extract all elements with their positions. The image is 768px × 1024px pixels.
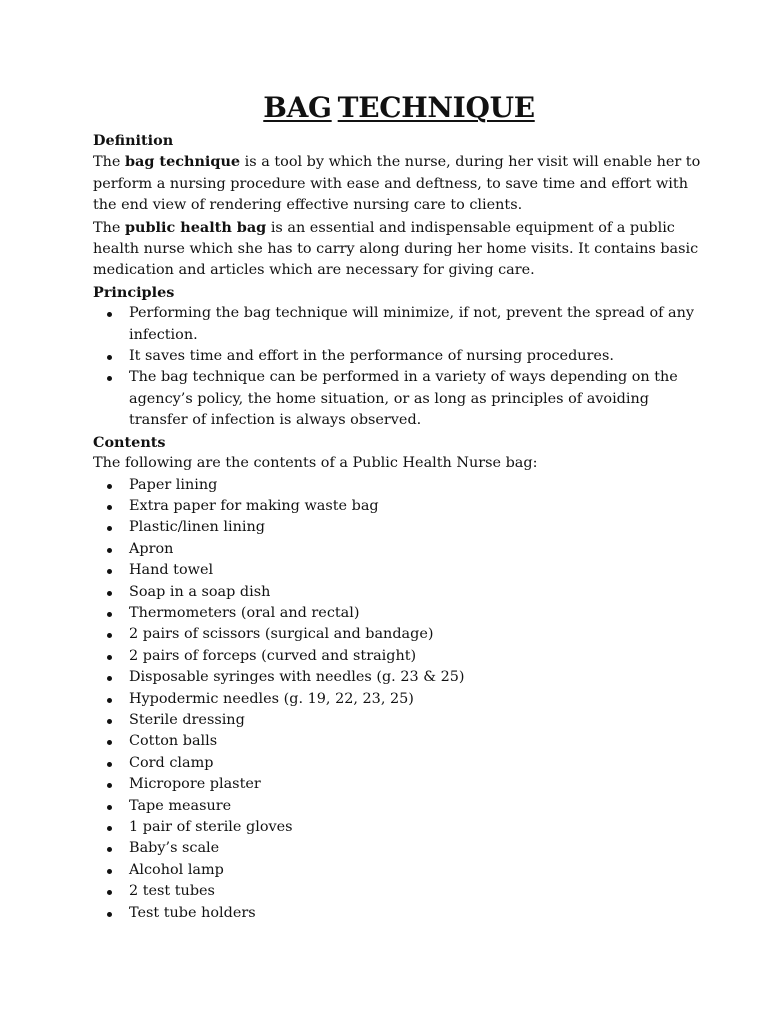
contents-item: Plastic/linen lining	[93, 517, 705, 538]
contents-item: Hypodermic needles (g. 19, 22, 23, 25)	[93, 689, 705, 710]
contents-item: Cord clamp	[93, 753, 705, 774]
term-bag-technique: bag technique	[124, 153, 241, 171]
definition-paragraph-2-lead: The	[93, 219, 125, 236]
contents-item: 1 pair of sterile gloves	[93, 817, 705, 838]
term-public-health-bag: public health bag	[124, 218, 267, 236]
contents-item: Disposable syringes with needles (g. 23 & 25)	[93, 667, 705, 688]
contents-item: Paper lining	[93, 475, 705, 496]
contents-item: Micropore plaster	[93, 774, 705, 795]
principles-list	[93, 303, 705, 431]
definition-paragraph-2-body: is an essential and indispensable equipment of a public health nurse which she has to carry along during her home visits. It contains basic medication and articles which are necessary for giving care.	[93, 219, 699, 279]
contents-item: 2 test tubes	[93, 881, 705, 902]
contents-list	[93, 475, 705, 925]
contents-item: Cotton balls	[93, 731, 705, 752]
contents-item: Baby’s scale	[93, 838, 705, 859]
principles-heading: Principles	[93, 283, 175, 301]
page-title	[93, 88, 705, 128]
contents-item: Soap in a soap dish	[93, 582, 705, 603]
definition-section	[93, 130, 705, 282]
contents-item: Test tube holders	[93, 903, 705, 924]
contents-item: Alcohol lamp	[93, 860, 705, 881]
definition-paragraph-1-lead: The	[93, 154, 125, 171]
contents-item: Hand towel	[93, 560, 705, 581]
title-word-bag: BAG	[263, 91, 332, 124]
contents-item: 2 pairs of forceps (curved and straight)	[93, 646, 705, 667]
principles-section	[93, 282, 705, 432]
contents-section	[93, 432, 705, 924]
document-page	[93, 88, 705, 924]
title-word-technique: TECHNIQUE	[337, 91, 535, 124]
contents-item: Tape measure	[93, 796, 705, 817]
contents-item: Extra paper for making waste bag	[93, 496, 705, 517]
contents-item: Thermometers (oral and rectal)	[93, 603, 705, 624]
contents-intro: The following are the contents of a Public Health Nurse bag:	[93, 455, 538, 472]
principle-item: The bag technique can be performed in a variety of ways depending on the agency’s policy, the home situation, or as long as principles of avoiding transfer of infection is always observed.	[93, 367, 705, 431]
definition-paragraph-1-body: is a tool by which the nurse, during her visit will enable her to perform a nursing procedure with ease and deftness, to save time and effort with the end view of rendering effective nursing care to clients.	[93, 154, 701, 214]
contents-item: Sterile dressing	[93, 710, 705, 731]
principle-item: Performing the bag technique will minimize, if not, prevent the spread of any infection.	[93, 303, 705, 346]
contents-heading: Contents	[93, 433, 166, 451]
definition-paragraph-public-health-bag	[93, 217, 705, 282]
contents-item: 2 pairs of scissors (surgical and bandage)	[93, 624, 705, 645]
definition-paragraph-bag-technique	[93, 151, 705, 216]
definition-heading: Definition	[93, 132, 174, 149]
contents-item: Apron	[93, 539, 705, 560]
principle-item: It saves time and effort in the performance of nursing procedures.	[93, 346, 705, 367]
